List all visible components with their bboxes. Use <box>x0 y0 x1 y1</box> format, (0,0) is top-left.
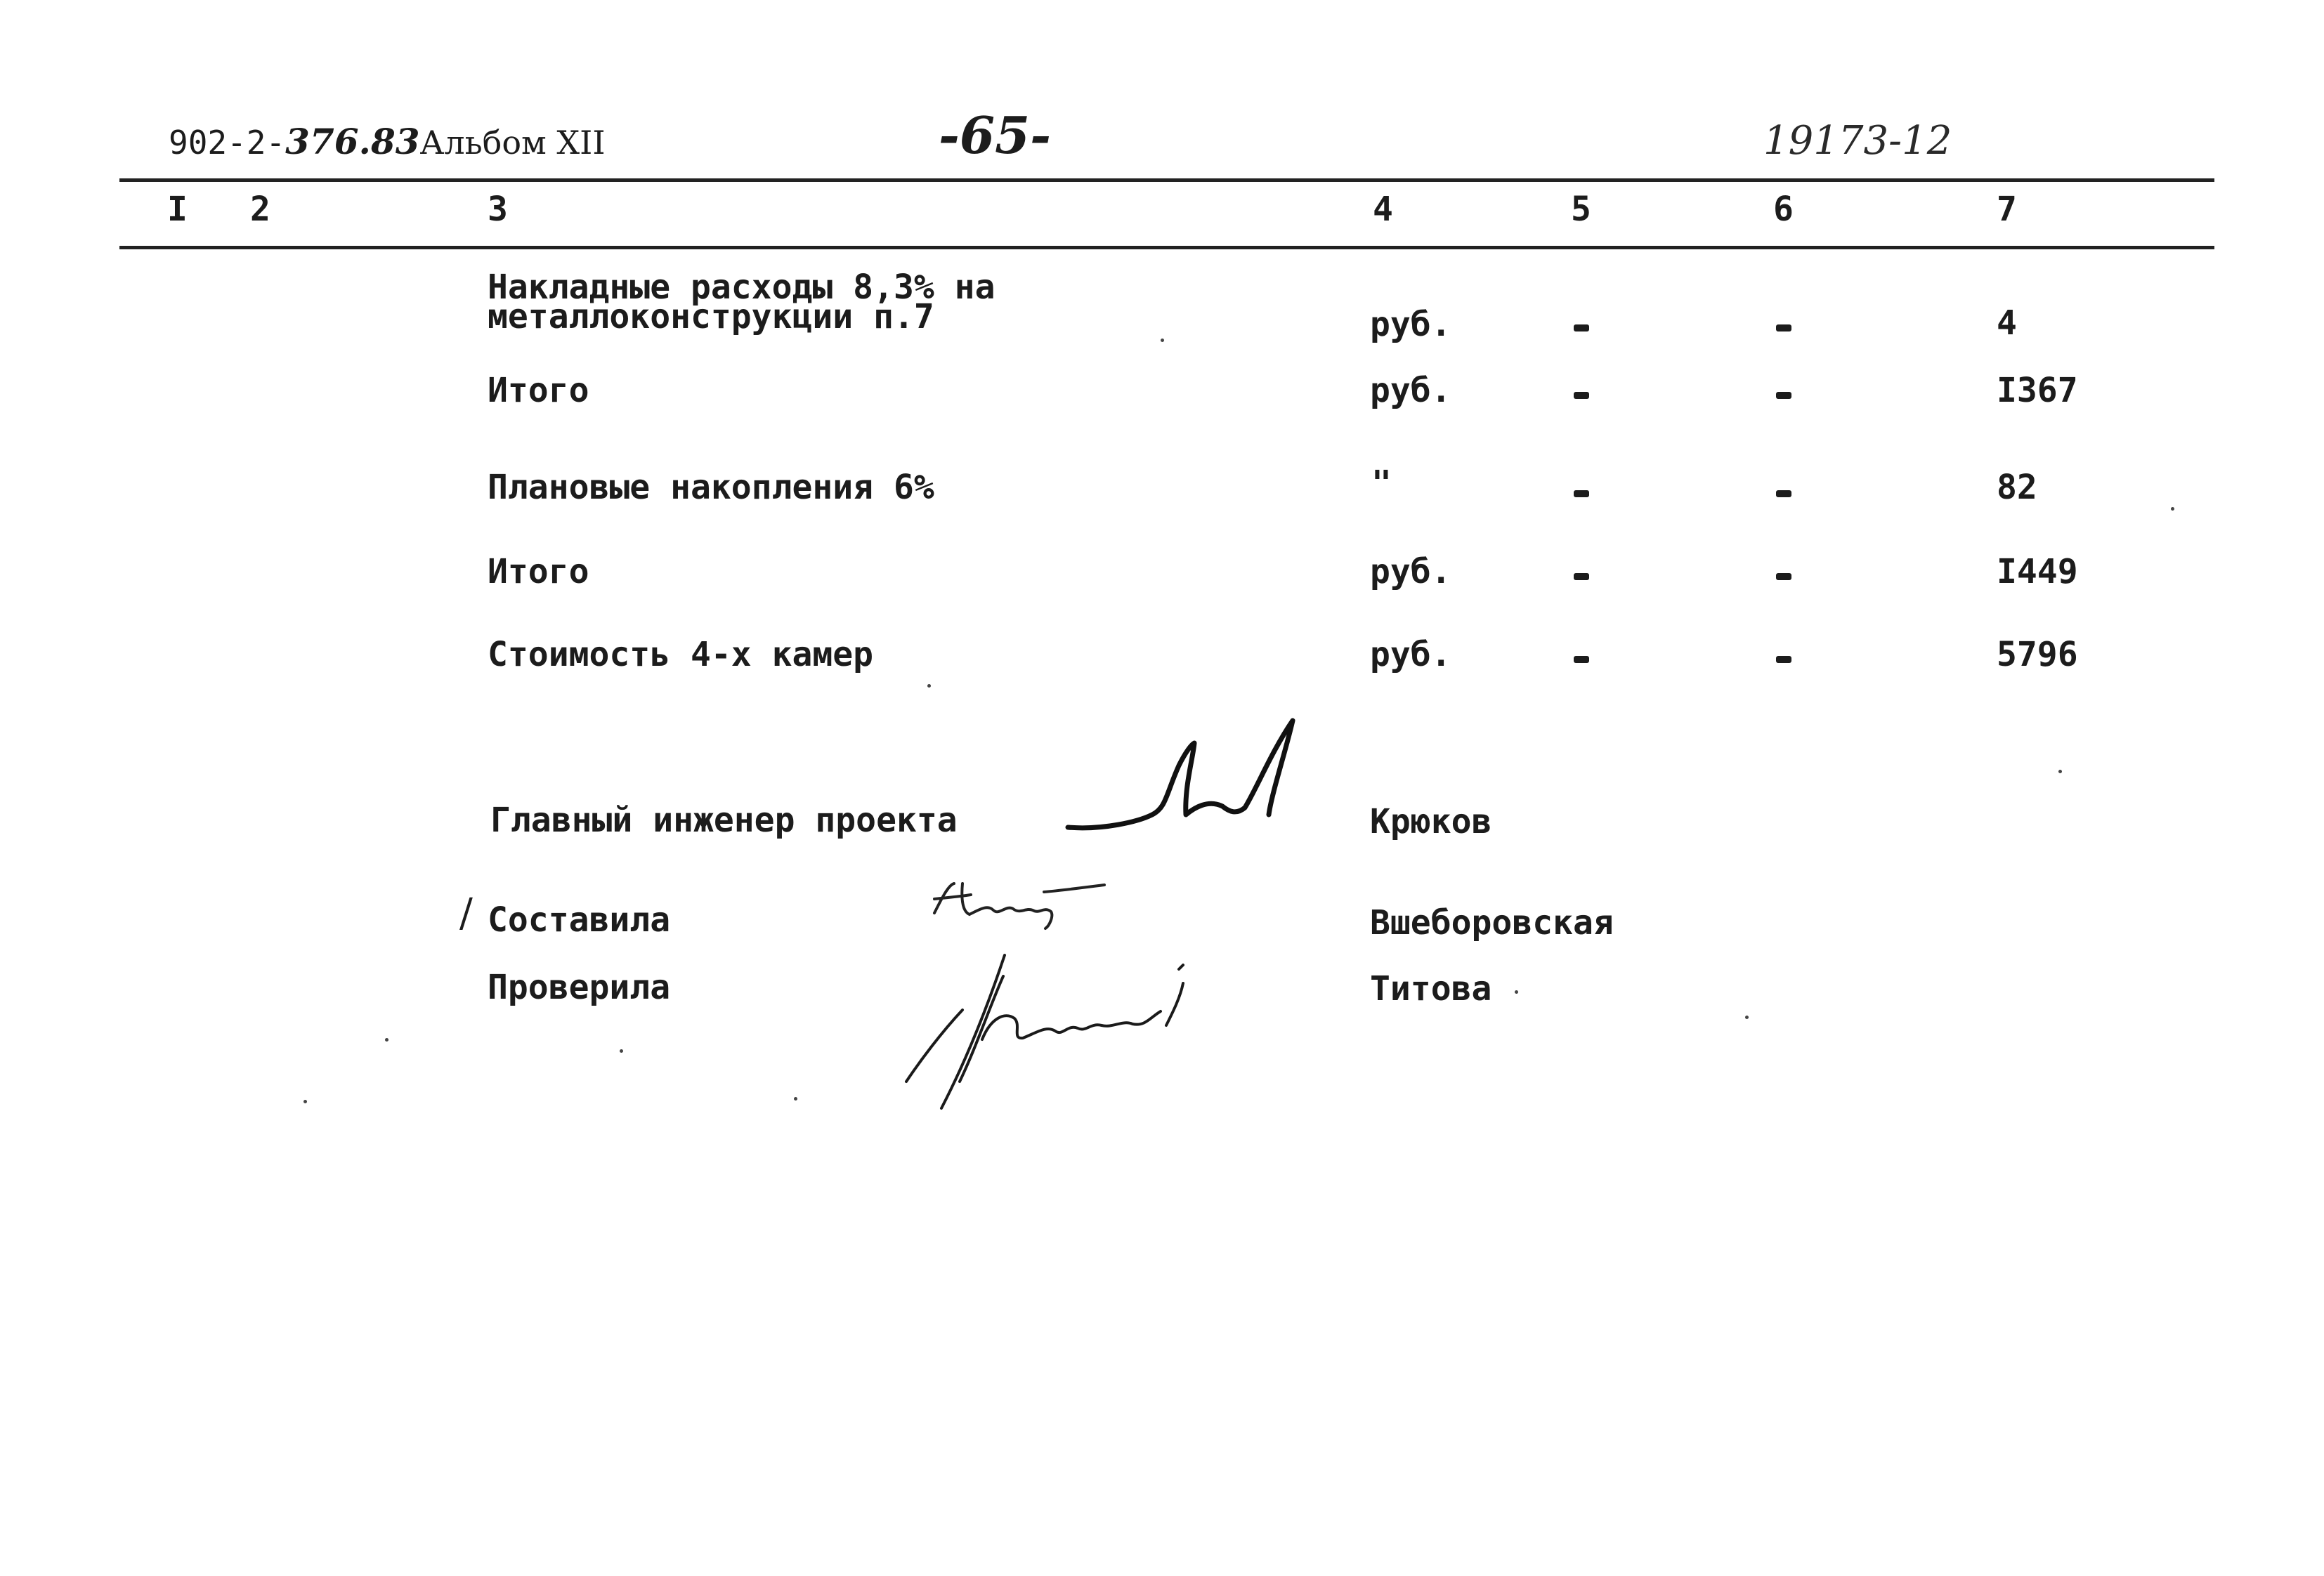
document-code-handwritten: 376.83 <box>285 121 420 162</box>
dash-cell <box>1574 490 1589 497</box>
top-rule <box>119 178 2214 182</box>
dash-cell <box>1776 656 1791 663</box>
row-label-line: металлоконструкции п.7 <box>488 297 934 336</box>
scan-speck <box>927 684 931 688</box>
scan-speck <box>794 1097 797 1101</box>
scan-speck <box>385 1038 389 1042</box>
signature-role: Составила <box>488 900 671 940</box>
table-row <box>488 268 995 336</box>
dash-cell <box>1574 573 1589 580</box>
row-label: Итого <box>488 371 589 410</box>
value-cell: 5796 <box>1997 635 2078 674</box>
unit-cell: руб. <box>1370 552 1451 591</box>
signature-name: Вшеборовская <box>1370 903 1614 943</box>
dash-cell <box>1574 656 1589 663</box>
album-label: Альбом XII <box>419 124 606 162</box>
value-cell: 82 <box>1997 468 2037 507</box>
row-label-line: Накладные расходы 8,3% на <box>488 268 995 307</box>
column-header-3: 3 <box>488 190 508 229</box>
dash-cell <box>1574 392 1589 399</box>
row-label: Плановые накопления 6% <box>488 468 934 507</box>
dash-cell <box>1776 573 1791 580</box>
unit-cell: " <box>1371 464 1392 503</box>
scan-speck <box>303 1100 307 1103</box>
column-header-2: 2 <box>250 190 270 229</box>
column-header-7: 7 <box>1997 190 2017 229</box>
column-header-4: 4 <box>1373 190 1393 229</box>
value-cell: 4 <box>1997 303 2017 343</box>
column-header-5: 5 <box>1571 190 1591 229</box>
slash-mark: / <box>459 891 473 936</box>
header-bottom-rule <box>119 246 2214 249</box>
scan-speck <box>2171 507 2174 511</box>
scan-speck <box>2058 770 2062 773</box>
value-cell: I367 <box>1997 371 2078 410</box>
signature-compiler <box>920 871 1117 934</box>
scan-speck <box>1745 1016 1749 1019</box>
document-code-prefix: 902-2- <box>169 124 286 162</box>
signature-role: Проверила <box>488 968 671 1007</box>
dash-cell <box>1776 392 1791 399</box>
dash-cell <box>1776 324 1791 331</box>
signature-name: Крюков <box>1370 802 1492 841</box>
scan-speck <box>1161 339 1164 342</box>
scan-speck <box>1515 990 1518 994</box>
column-header-6: 6 <box>1773 190 1794 229</box>
column-header-1: I <box>167 190 188 229</box>
unit-cell: руб. <box>1370 371 1451 410</box>
document-code <box>169 121 606 162</box>
row-label: Стоимость 4-х камер <box>488 635 874 674</box>
row-label: Итого <box>488 552 589 591</box>
signature-chief-engineer <box>1061 709 1314 843</box>
page-number: -65- <box>939 105 1051 165</box>
dash-cell <box>1574 324 1589 331</box>
signature-name: Титова <box>1370 969 1492 1009</box>
unit-cell: руб. <box>1370 635 1451 674</box>
signature-checker <box>899 941 1236 1117</box>
unit-cell: руб. <box>1370 305 1451 344</box>
document-number: 19173-12 <box>1763 118 1952 164</box>
value-cell: I449 <box>1997 552 2078 591</box>
dash-cell <box>1776 490 1791 497</box>
signature-role: Главный инженер проекта <box>490 801 958 840</box>
scan-speck <box>620 1049 623 1053</box>
